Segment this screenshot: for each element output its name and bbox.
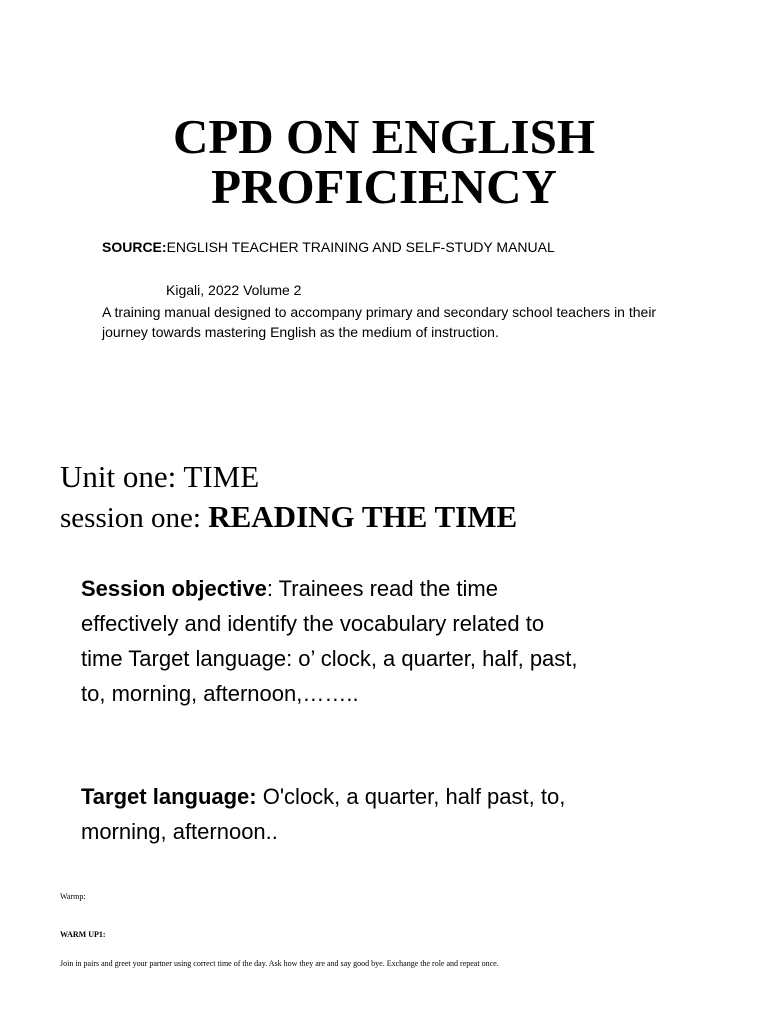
objective-text: : Trainees read the time effectively and identify the vocabulary related to time Target language: o’ clock, a quarter, half, past, to, morning, afternoon,…….. bbox=[81, 576, 578, 706]
unit-heading: Unit one: TIME bbox=[60, 459, 260, 494]
session-title: READING THE TIME bbox=[208, 499, 518, 534]
document-title bbox=[0, 109, 768, 214]
publication-year-volume: 2022 Volume 2 bbox=[204, 282, 302, 298]
source-line bbox=[102, 238, 555, 256]
target-language-text: O'clock, a quarter, half past, to, morning, afternoon.. bbox=[81, 784, 566, 844]
warmup-heading: WARM UP1: bbox=[60, 930, 106, 939]
manual-description: A training manual designed to accompany primary and secondary school teachers in their journey towards mastering English as the medium of instruction. bbox=[102, 304, 657, 340]
publication-info bbox=[166, 281, 301, 299]
source-text: ENGLISH TEACHER TRAINING AND SELF-STUDY MANUAL bbox=[166, 239, 555, 255]
title-line-2: PROFICIENCY bbox=[211, 159, 557, 214]
objective-label: Session objective bbox=[81, 576, 267, 601]
target-language bbox=[81, 779, 581, 849]
session-label: session one bbox=[60, 502, 193, 534]
session-separator: : bbox=[192, 502, 209, 534]
title-line-1: CPD ON ENGLISH bbox=[172, 109, 595, 164]
warmup-label: Warmp: bbox=[60, 892, 86, 901]
source-label: SOURCE: bbox=[102, 239, 167, 255]
session-heading bbox=[60, 497, 517, 538]
target-language-label: Target language: bbox=[81, 784, 257, 809]
warmup-instruction: Join in pairs and greet your partner using correct time of the day. Ask how they are and say good bye. Exchange the role and repeat once. bbox=[60, 959, 499, 968]
session-objective bbox=[81, 571, 581, 711]
publication-city: Kigali, bbox=[166, 282, 205, 298]
